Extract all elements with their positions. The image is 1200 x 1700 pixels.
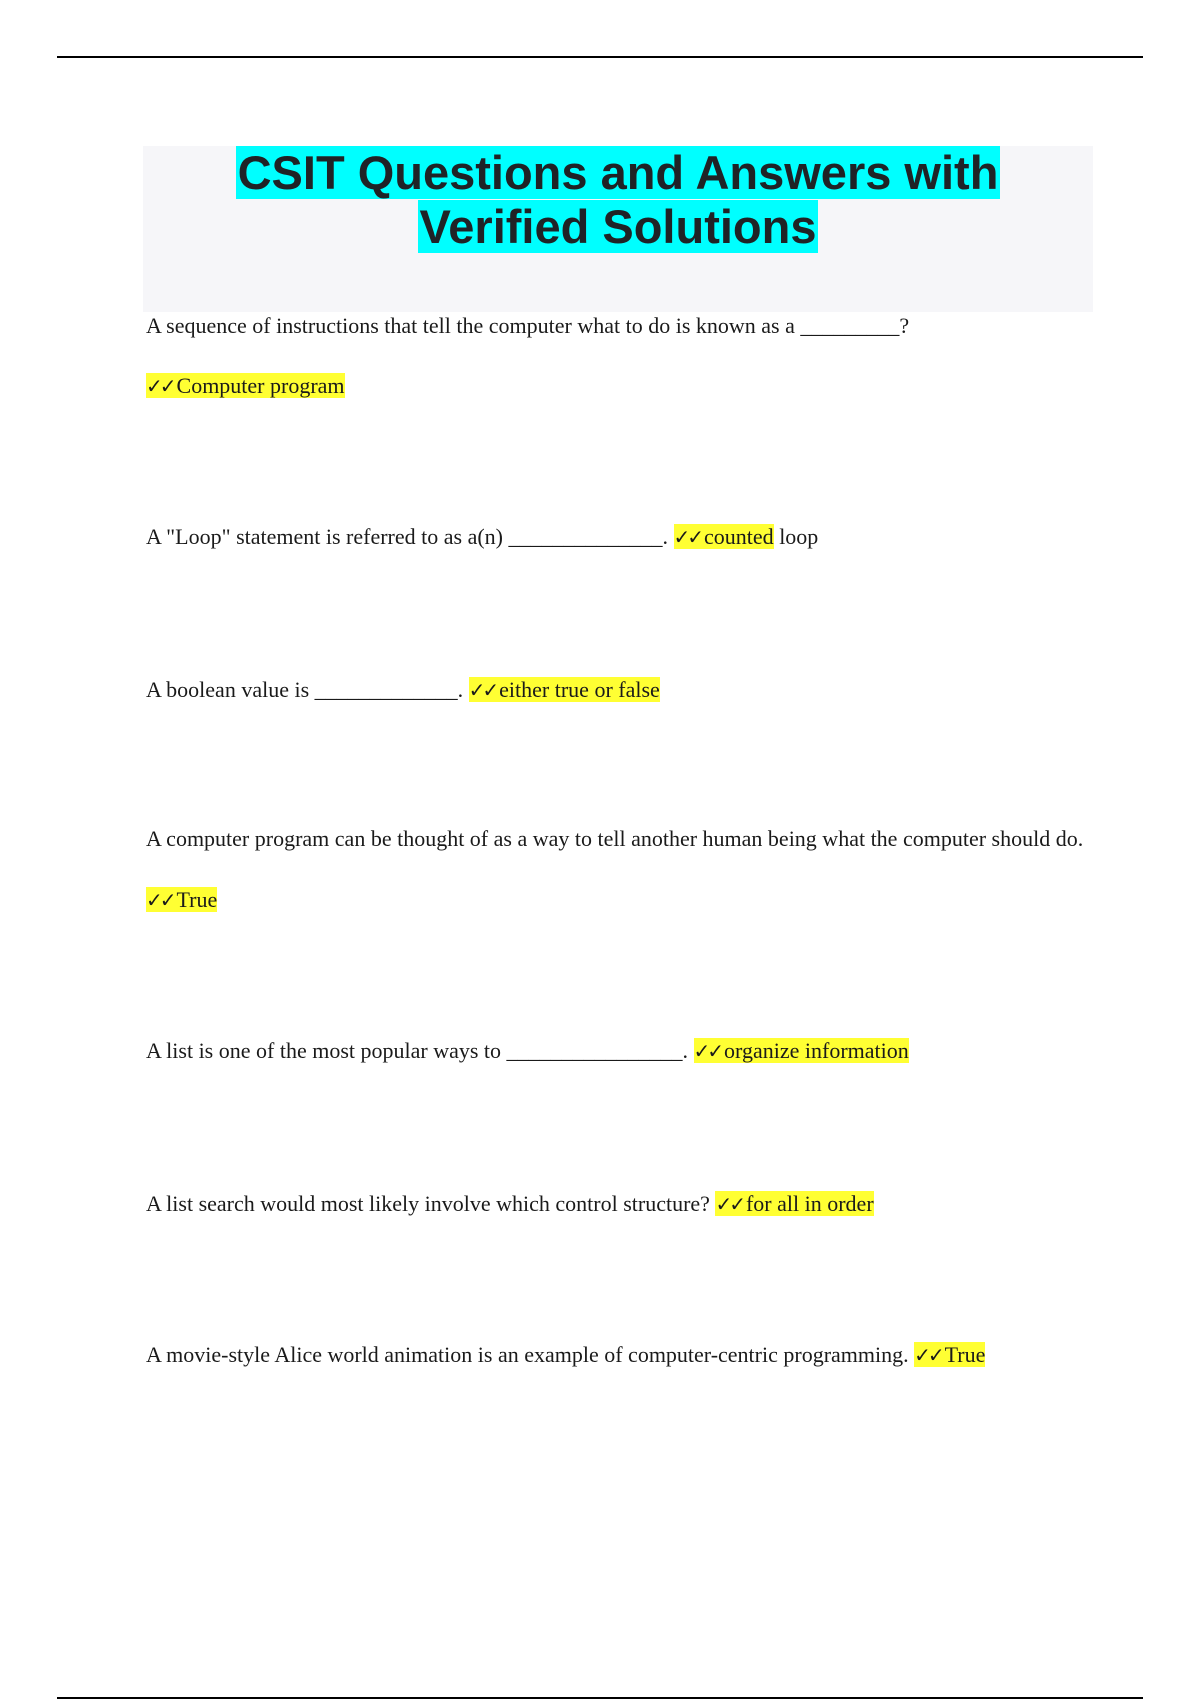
question-text: A "Loop" statement is referred to as a(n) ______________. bbox=[146, 524, 669, 549]
question-5 bbox=[146, 1020, 1086, 1082]
question-2 bbox=[146, 506, 1086, 568]
double-check-icon: ✓✓ bbox=[146, 374, 174, 398]
answer-1 bbox=[146, 355, 1086, 417]
answer-text: Computer program bbox=[176, 373, 345, 398]
double-check-icon: ✓✓ bbox=[693, 1039, 722, 1063]
question-1 bbox=[146, 295, 1086, 356]
double-check-icon: ✓✓ bbox=[914, 1343, 942, 1367]
question-4 bbox=[146, 808, 1086, 931]
double-check-icon: ✓✓ bbox=[146, 888, 174, 912]
answer-text: for all in order bbox=[745, 1191, 874, 1216]
double-check-icon: ✓✓ bbox=[468, 678, 497, 702]
answer-text: counted bbox=[704, 524, 774, 549]
title-line-2: Verified Solutions bbox=[419, 200, 817, 253]
question-text: A computer program can be thought of as a way to tell another human being what the computer should do. bbox=[146, 826, 1084, 851]
answer-highlight bbox=[674, 524, 774, 549]
question-text: A sequence of instructions that tell the computer what to do is known as a _________? bbox=[146, 313, 910, 338]
answer-highlight bbox=[914, 1342, 985, 1367]
answer-highlight bbox=[146, 373, 345, 398]
question-6 bbox=[146, 1173, 1086, 1235]
answer-text: organize information bbox=[724, 1038, 909, 1063]
answer-text: True bbox=[176, 887, 218, 912]
question-text: A movie-style Alice world animation is an example of computer-centric programming. bbox=[146, 1342, 909, 1367]
bottom-rule bbox=[57, 1697, 1143, 1699]
question-text: A list is one of the most popular ways to ________________. bbox=[146, 1038, 689, 1063]
question-text: A list search would most likely involve which control structure? bbox=[146, 1191, 710, 1216]
top-rule bbox=[57, 56, 1143, 58]
double-check-icon: ✓✓ bbox=[673, 525, 702, 549]
double-check-icon: ✓✓ bbox=[715, 1192, 743, 1216]
answer-highlight bbox=[146, 887, 217, 912]
answer-suffix: loop bbox=[773, 524, 819, 549]
answer-text: True bbox=[944, 1342, 986, 1367]
answer-highlight bbox=[715, 1191, 873, 1216]
title-line-1: CSIT Questions and Answers with bbox=[237, 146, 999, 199]
answer-highlight bbox=[694, 1038, 909, 1063]
question-7 bbox=[146, 1324, 1086, 1386]
question-3 bbox=[146, 659, 1086, 721]
answer-text: either true or false bbox=[499, 677, 660, 702]
document-title bbox=[143, 146, 1093, 254]
answer-highlight bbox=[469, 677, 660, 702]
question-text: A boolean value is _____________. bbox=[146, 677, 464, 702]
